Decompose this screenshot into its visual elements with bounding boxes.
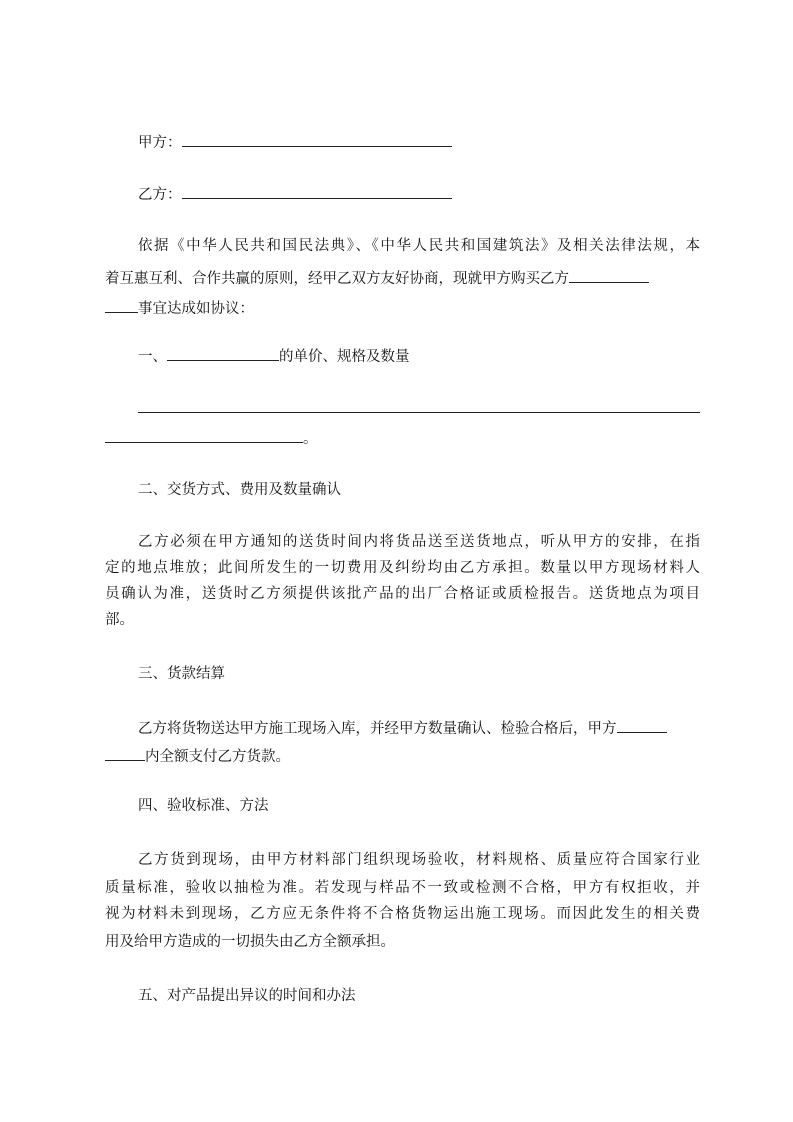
section-2-text-3: 员确认为准，送货时乙方须提供该批产品的出厂合格证或质检报告。送货地点为项目: [105, 586, 700, 602]
preamble-text-3: 事宜达成如协议：: [138, 301, 254, 317]
section-2-line-2: [105, 558, 700, 578]
party-b-blank: [182, 184, 452, 199]
product-blank-2: [105, 298, 138, 313]
section-4-text-2: 质量标准，验收以抽检为准。若发现与样品不一致或检测不合格，甲方有权拒收，并: [105, 880, 700, 896]
section-1-title: 的单价、规格及数量: [279, 349, 410, 365]
section-4-line-1: [138, 850, 700, 870]
payment-term-blank-2: [105, 746, 145, 761]
section-3-text-2: 内全额支付乙方货款。: [145, 749, 290, 765]
section-1-fill-line-2: [105, 428, 318, 449]
preamble-text-1: 依据《中华人民共和国民法典》、《中华人民共和国建筑法》及相关法律法规，本: [138, 238, 700, 254]
section-1-fill-line-1: [138, 398, 700, 419]
section-1-fill-blank-2: [105, 428, 303, 443]
section-3-heading: 三、货款结算: [138, 666, 225, 682]
section-2-text-2: 定的地点堆放；此间所发生的一切费用及纠纷均由乙方承担。数量以甲方现场材料人: [105, 560, 700, 576]
preamble-text-2: 着互惠互利、合作共赢的原则，经甲乙双方友好协商，现就甲方购买乙方: [105, 271, 569, 287]
party-a-blank: [182, 132, 452, 147]
section-3-text-1: 乙方将货物送达甲方施工现场入库，并经甲方数量确认、检验合格后，甲方: [138, 721, 617, 737]
section-1-fill-end: 。: [303, 431, 318, 447]
section-4-line-2: [105, 878, 700, 898]
section-1-number: 一、: [138, 349, 167, 365]
preamble-line-1: [138, 236, 700, 256]
preamble-line-2: [105, 268, 649, 289]
section-5-heading: 五、对产品提出异议的时间和办法: [138, 988, 356, 1004]
section-2-text-1: 乙方必须在甲方通知的送货时间内将货品送至送货地点，听从甲方的安排，在指: [138, 534, 700, 550]
section-1-heading: [138, 346, 410, 367]
section-4-line-4: 用及给甲方造成的一切损失由乙方全额承担。: [105, 934, 395, 950]
section-1-product-blank: [167, 346, 279, 361]
section-4-heading: 四、验收标准、方法: [138, 798, 269, 814]
party-a-line: [138, 132, 452, 153]
product-blank-1: [569, 268, 649, 283]
section-4-text-3: 视为材料未到现场，乙方应无条件将不合格货物运出施工现场。而因此发生的相关费: [105, 906, 700, 922]
section-3-line-2: [105, 746, 290, 767]
section-2-line-3: [105, 584, 700, 604]
section-4-line-3: [105, 904, 700, 924]
payment-term-blank-1: [617, 718, 667, 733]
section-2-heading: 二、交货方式、费用及数量确认: [138, 482, 341, 498]
section-2-line-1: [138, 532, 700, 552]
party-b-line: [138, 184, 452, 205]
section-3-line-1: [138, 718, 667, 739]
party-a-label: 甲方：: [138, 135, 182, 151]
preamble-line-3: [105, 298, 254, 319]
section-1-fill-blank-1: [138, 398, 700, 413]
section-2-line-4: 部。: [105, 612, 134, 628]
party-b-label: 乙方：: [138, 187, 182, 203]
section-4-text-1: 乙方货到现场，由甲方材料部门组织现场验收，材料规格、质量应符合国家行业: [138, 852, 700, 868]
